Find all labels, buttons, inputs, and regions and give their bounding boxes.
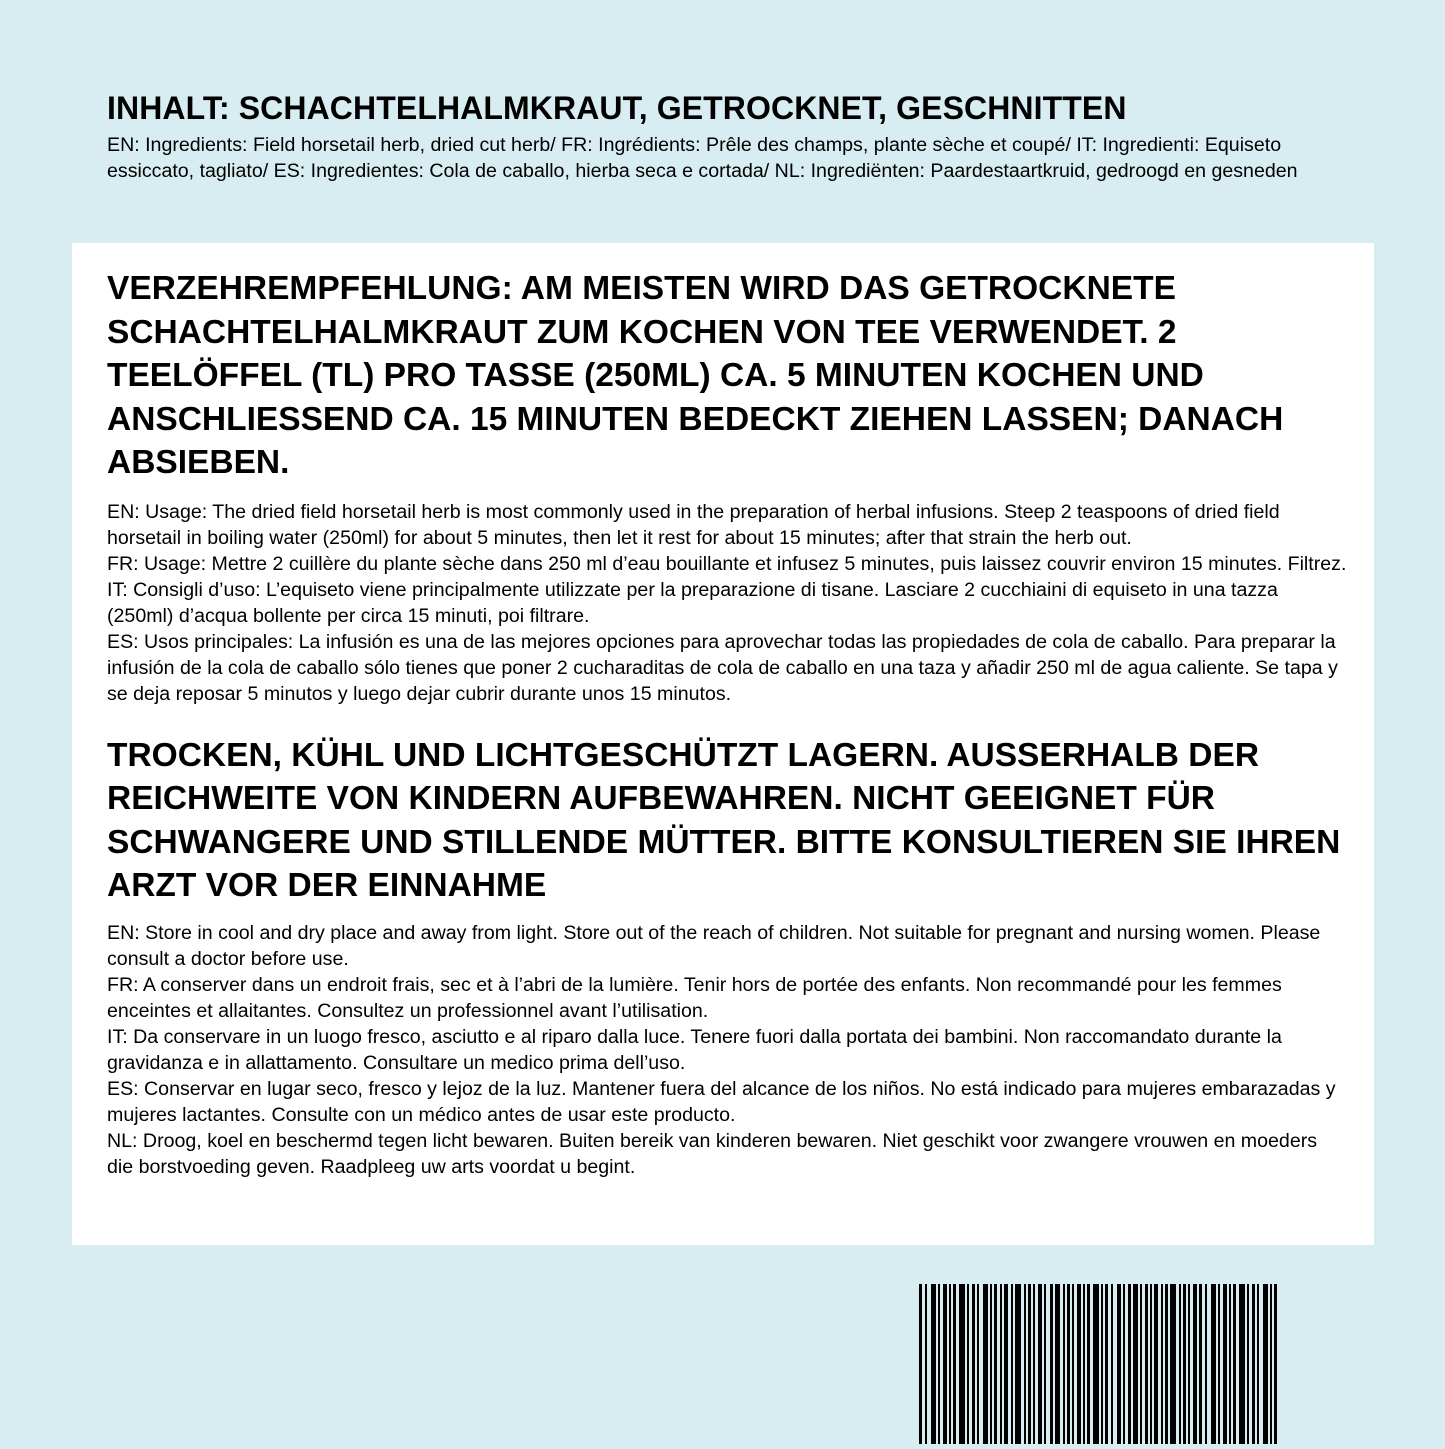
barcode-bar: [972, 1284, 975, 1444]
barcode-bar: [1004, 1284, 1008, 1444]
barcode-bar: [1193, 1284, 1197, 1444]
usage-text-en: EN: Usage: The dried field horsetail herb is most commonly used in the preparation of herbal infusions. Steep 2 teaspoons of dried field horsetail in boiling water (250ml) for about 5 minutes, then let it rest for about 15 minutes; after that strain the herb out.: [107, 500, 1280, 549]
barcode-bar: [959, 1284, 965, 1444]
barcode-bar: [1038, 1284, 1042, 1444]
barcode-bar: [1044, 1284, 1046, 1444]
barcode-bar: [1274, 1284, 1277, 1444]
barcode: [919, 1284, 1278, 1444]
barcode-bar: [1123, 1284, 1125, 1444]
barcode-bar: [1028, 1284, 1031, 1444]
storage-heading: TROCKEN, KÜHL UND LICHTGESCHÜTZT LAGERN. AUSSERHALB DER REICHWEITE VON KINDERN AUFBEWAHREN. NICHT GEEIGNET FÜR SCHWANGERE UND STILLENDE MÜTTER. BITTE KONSULTIEREN SIE IHREN ARZT VOR DER EINNAHME: [107, 736, 1341, 904]
barcode-bar: [1133, 1284, 1138, 1444]
barcode-bar: [1205, 1284, 1207, 1444]
barcode-bar: [1199, 1284, 1202, 1444]
barcode-bar: [1263, 1284, 1268, 1444]
barcode-bar: [1223, 1284, 1227, 1444]
barcode-bar: [943, 1284, 947, 1444]
usage-text-es: ES: Usos principales: La infusión es una de las mejores opciones para aprovechar todas las propiedades de cola de caballo. Para preparar la infusión de la cola de caballo sólo tienes que poner 2 cucharaditas de cola de caballo en una taza y añadir 250 ml de agua caliente. Se tapa y se deja reposar 5 minutos y luego dejar cubrir durante unos 15 minutos.: [107, 630, 1338, 705]
barcode-bar: [1161, 1284, 1163, 1444]
barcode-bar: [1128, 1284, 1131, 1444]
barcode-bar: [1165, 1284, 1168, 1444]
barcode-bar: [1183, 1284, 1186, 1444]
barcode-bar: [1093, 1284, 1099, 1444]
barcode-bar: [1111, 1284, 1113, 1444]
barcode-bar: [1145, 1284, 1148, 1444]
storage-text-fr: FR: A conserver dans un endroit frais, sec et à l’abri de la lumière. Tenir hors de portée des enfants. Non recommandé pour les femmes enceintes et allaitantes. Consultez un professionnel avant l’utilisation.: [107, 973, 1282, 1022]
barcode-bar: [1063, 1284, 1065, 1444]
barcode-bar: [1067, 1284, 1070, 1444]
storage-text-it: IT: Da conservare in un luogo fresco, asciutto e al riparo dalla luce. Tenere fuori dalla portata dei bambini. Non raccomandato durante la gravidanza e in allattamento. Consultare un medico prima dell’uso.: [107, 1025, 1282, 1074]
barcode-bar: [1270, 1284, 1272, 1444]
ingredients-heading: INHALT: SCHACHTELHALMKRAUT, GETROCKNET, GESCHNITTEN: [107, 90, 1127, 126]
barcode-bar: [1211, 1284, 1216, 1444]
barcode-bar: [1170, 1284, 1176, 1444]
info-panel-content: [107, 267, 1347, 1180]
storage-text-nl: NL: Droog, koel en beschermd tegen licht bewaren. Buiten bereik van kinderen bewaren. Niet geschikt voor zwangere vrouwen en moeders die borstvoeding geven. Raadpleeg uw arts voordat u begint.: [107, 1129, 1318, 1178]
barcode-bar: [919, 1284, 922, 1444]
ingredients-translations: EN: Ingredients: Field horsetail herb, dried cut herb/ FR: Ingrédients: Prêle des champs, plante sèche et coupé/ IT: Ingredienti: Equiseto essiccato, tagliato/ ES: Ingredientes: Cola de caballo, hierba seca e cortada/ NL: Ingrediënten: Paardestaartkruid, gedroogd en gesneden: [107, 134, 1298, 182]
storage-text-en: EN: Store in cool and dry place and away from light. Store out of the reach of children. Not suitable for pregnant and nursing women. Please consult a doctor before use.: [107, 921, 1321, 970]
barcode-bar: [1229, 1284, 1231, 1444]
barcode-bar: [1015, 1284, 1021, 1444]
barcode-bar: [1050, 1284, 1053, 1444]
barcode-bar: [1101, 1284, 1103, 1444]
barcode-bar: [1247, 1284, 1249, 1444]
usage-text-fr: FR: Usage: Mettre 2 cuillère du plante sèche dans 250 ml d’eau bouillante et infusez 5 minutes, puis laissez couvrir environ 15 minutes. Filtrez.: [107, 552, 1347, 575]
usage-text-it: IT: Consigli d’uso: L’equiseto viene principalmente utilizzate per la preparazione di tisane. Lasciare 2 cucchiaini di equiseto in una tazza (250ml) d’acqua bollente per circa 15 minuti, poi filtrare.: [107, 578, 1278, 627]
barcode-bar: [994, 1284, 997, 1444]
barcode-bar: [977, 1284, 979, 1444]
barcode-bar: [1233, 1284, 1236, 1444]
barcode-bar: [1024, 1284, 1026, 1444]
storage-text-es: ES: Conservar en lugar seco, fresco y lejoz de la luz. Mantener fuera del alcance de los niños. No está indicado para mujeres embarazadas y mujeres lactantes. Consulte con un médico antes de usar este producto.: [107, 1077, 1336, 1126]
usage-translations: [107, 499, 1347, 707]
info-panel: [72, 243, 1374, 1245]
barcode-bar: [990, 1284, 992, 1444]
barcode-bar: [1033, 1284, 1035, 1444]
barcode-bar: [1077, 1284, 1081, 1444]
barcode-bar: [1252, 1284, 1255, 1444]
barcode-bar: [1117, 1284, 1121, 1444]
barcode-bar: [1072, 1284, 1074, 1444]
barcode-image: [919, 1284, 1278, 1444]
barcode-bar: [1140, 1284, 1142, 1444]
barcode-bar: [1000, 1284, 1002, 1444]
barcode-bar: [1087, 1284, 1090, 1444]
barcode-bar: [1011, 1284, 1013, 1444]
barcode-bar: [938, 1284, 940, 1444]
barcode-bar: [983, 1284, 988, 1444]
barcode-bar: [1218, 1284, 1220, 1444]
barcode-bar: [953, 1284, 956, 1444]
barcode-bar: [1188, 1284, 1190, 1444]
barcode-bar: [1257, 1284, 1259, 1444]
ingredients-section: [107, 88, 1347, 184]
barcode-bar: [1105, 1284, 1108, 1444]
barcode-bar: [1179, 1284, 1181, 1444]
barcode-bar: [1239, 1284, 1245, 1444]
barcode-bar: [949, 1284, 951, 1444]
usage-heading: VERZEHREMPFEHLUNG: AM MEISTEN WIRD DAS GETROCKNETE SCHACHTELHALMKRAUT ZUM KOCHEN VON TEE VERWENDET. 2 TEELÖFFEL (TL) PRO TASSE (250ML) CA. 5 MINUTEN KOCHEN UND ANSCHLIESSEND CA. 15 MINUTEN BEDECKT ZIEHEN LASSEN; DANACH ABSIEBEN.: [107, 270, 1284, 481]
barcode-bar: [931, 1284, 936, 1444]
barcode-bar: [1154, 1284, 1158, 1444]
barcode-bar: [925, 1284, 927, 1444]
barcode-bar: [1083, 1284, 1085, 1444]
barcode-bar: [967, 1284, 969, 1444]
barcode-bar: [1055, 1284, 1060, 1444]
storage-translations: [107, 920, 1347, 1180]
barcode-bar: [1150, 1284, 1152, 1444]
